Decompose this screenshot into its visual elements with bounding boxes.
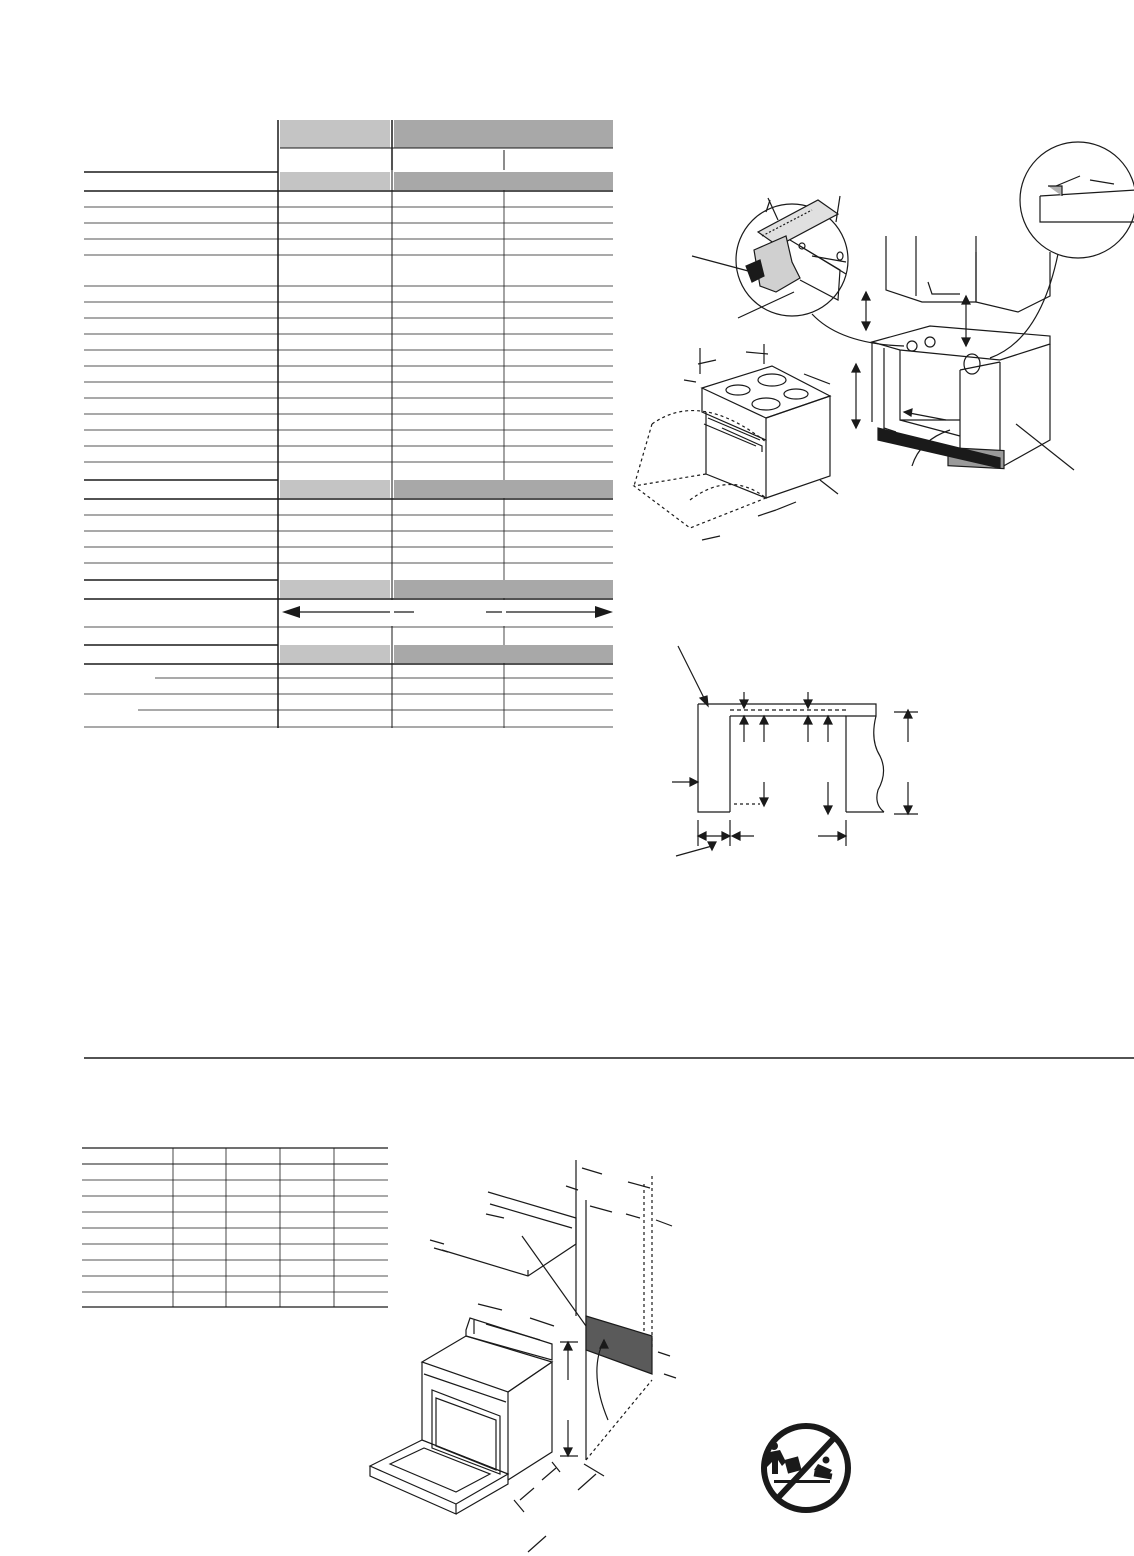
range-appliance-front bbox=[370, 1304, 604, 1552]
no-tip-warning-icon bbox=[762, 1426, 848, 1510]
clearance-table bbox=[82, 1148, 388, 1307]
bracket-detail-circle bbox=[736, 200, 848, 316]
installation-diagram-upper bbox=[634, 142, 1134, 540]
table-header-cell-a bbox=[280, 120, 390, 148]
table-rows-group-2 bbox=[84, 515, 613, 563]
range-appliance bbox=[634, 344, 838, 540]
countertop-detail-circle bbox=[1020, 142, 1134, 258]
span-arrow bbox=[282, 606, 613, 618]
table-header-cell-b bbox=[394, 120, 613, 148]
cutout-elevation-diagram bbox=[672, 646, 918, 856]
installation-diagram-lower bbox=[370, 1160, 676, 1552]
table-rows-group-1 bbox=[84, 207, 613, 462]
